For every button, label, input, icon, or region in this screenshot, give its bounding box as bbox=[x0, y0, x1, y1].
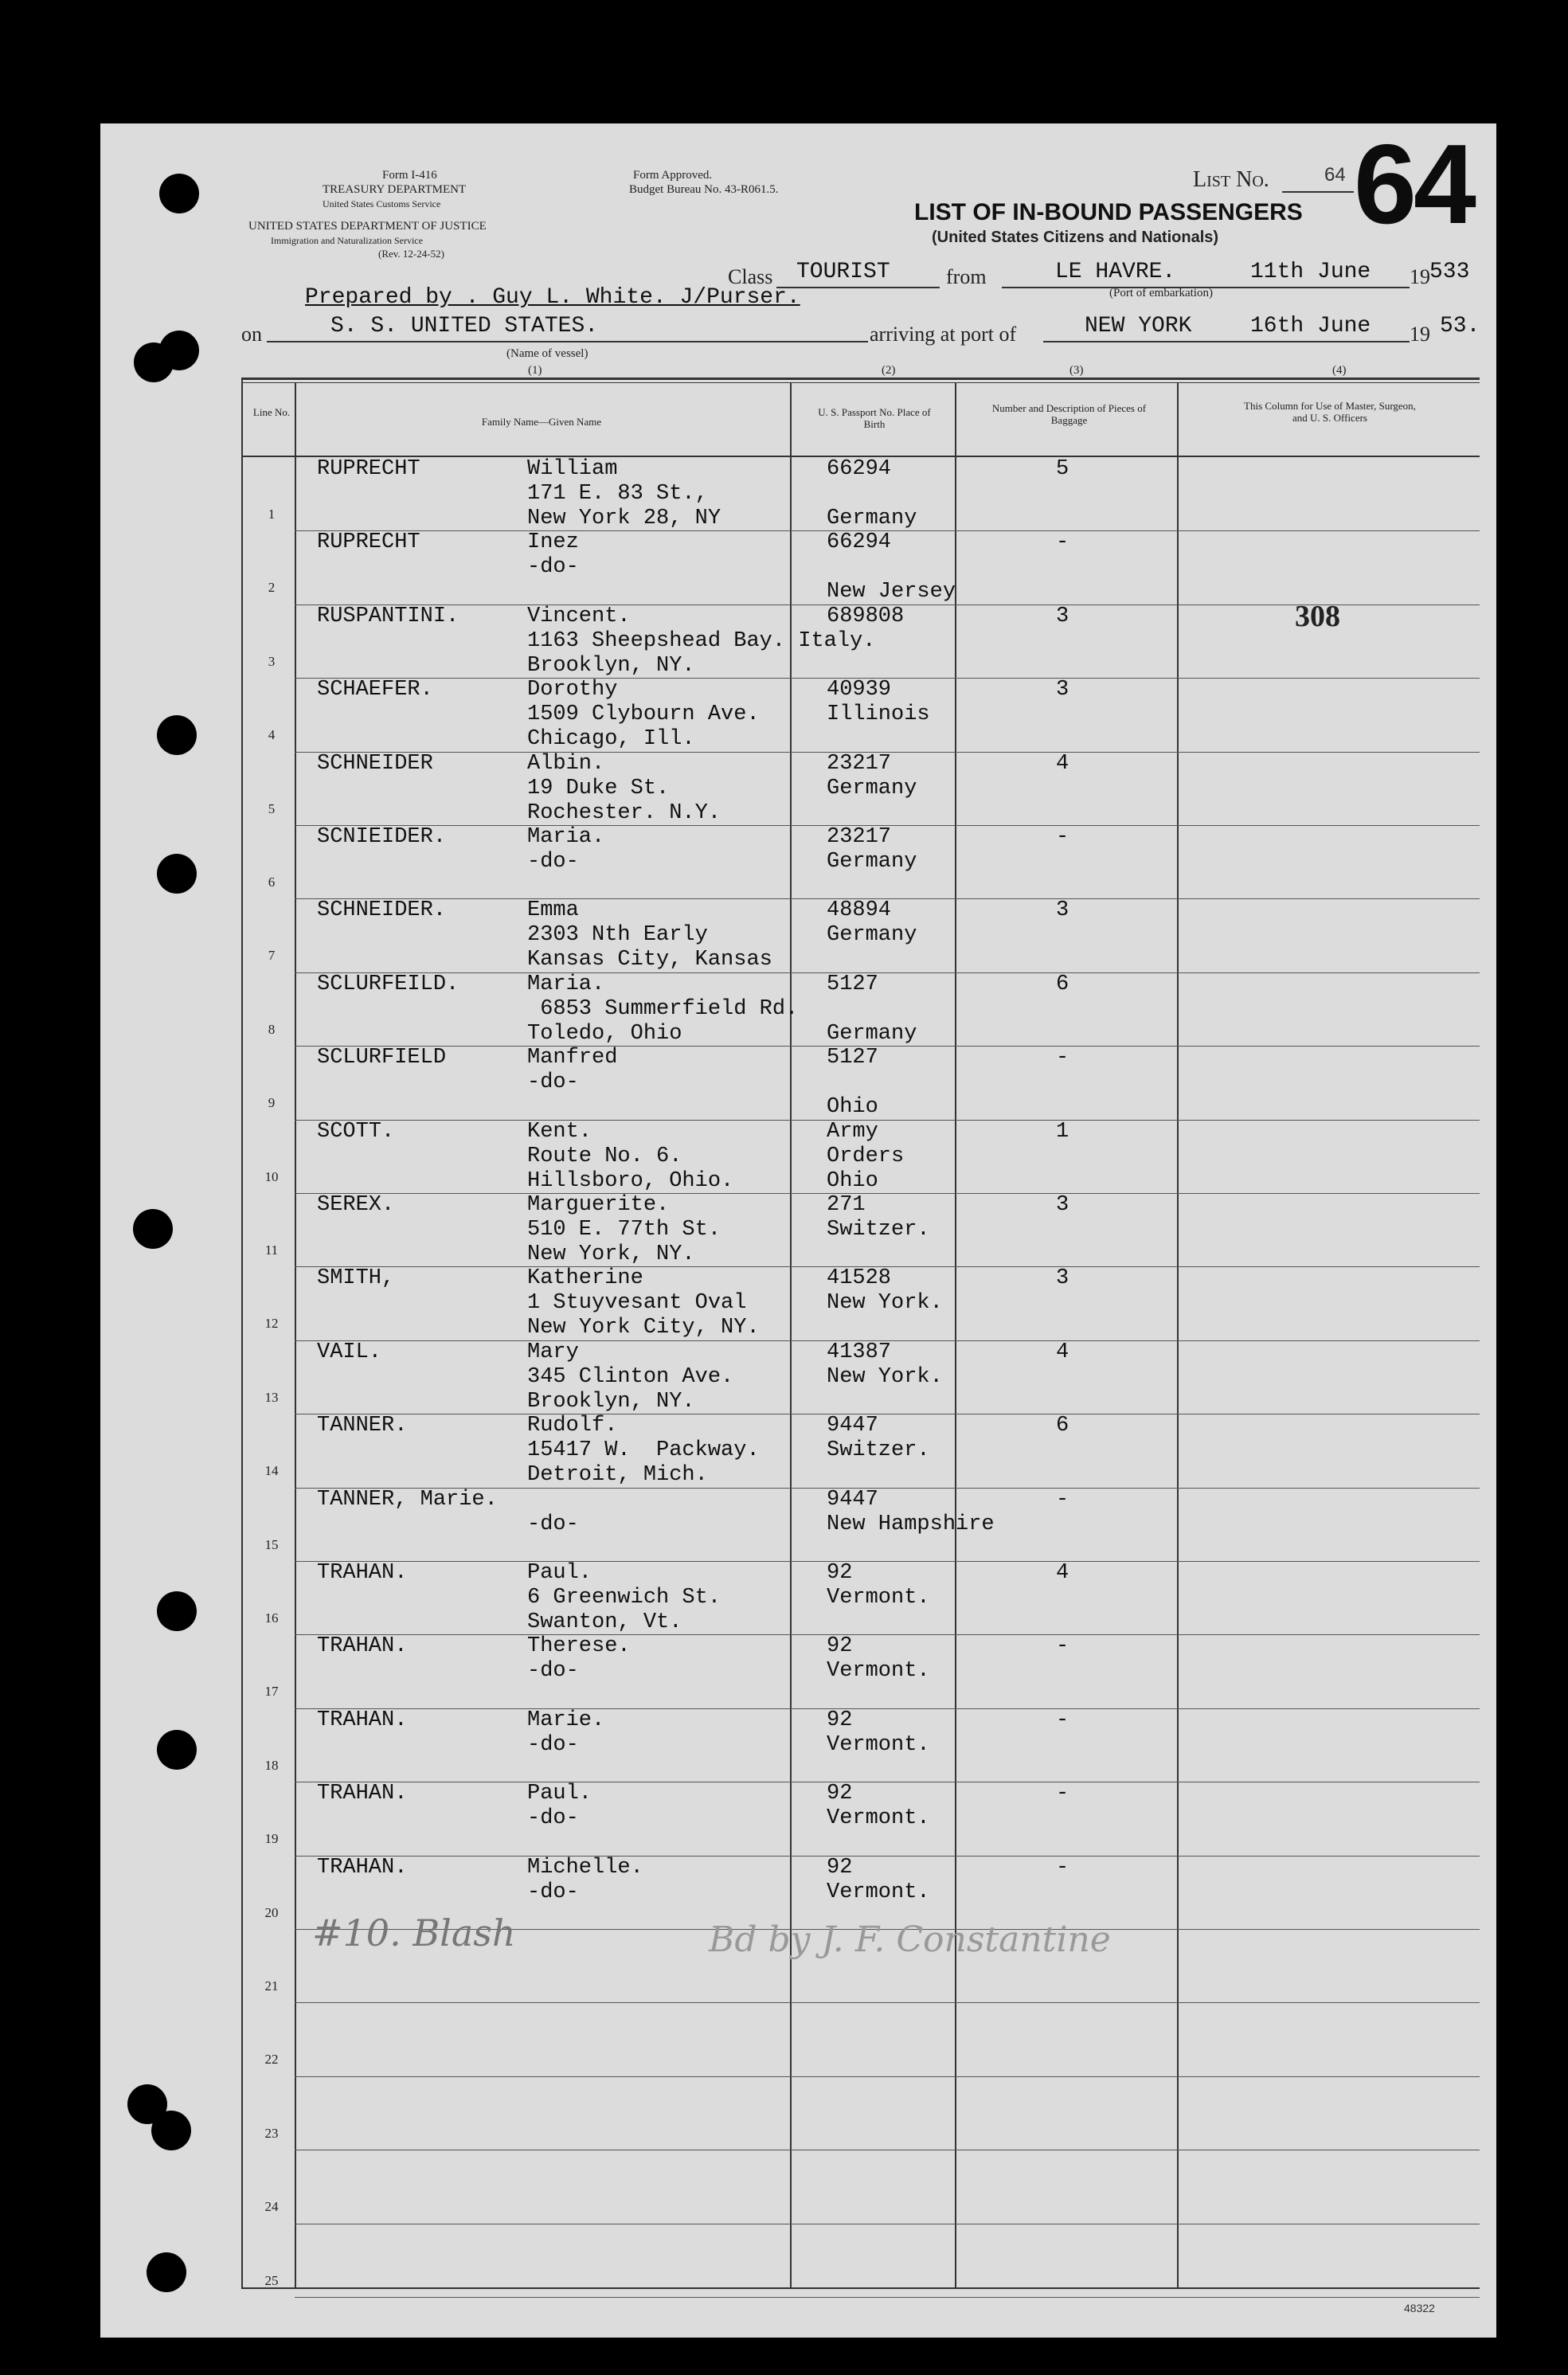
binder-hole bbox=[159, 331, 199, 370]
port-embark-caption: (Port of embarkation) bbox=[1109, 287, 1213, 299]
binder-hole bbox=[159, 174, 199, 213]
family-name: TRAHAN. bbox=[317, 1708, 408, 1732]
family-name: VAIL. bbox=[317, 1340, 382, 1364]
list-no-small: 64 bbox=[1324, 164, 1346, 186]
vessel-underline bbox=[267, 341, 868, 342]
line-number: 14 bbox=[264, 1463, 279, 1478]
line-number: 2 bbox=[268, 580, 276, 595]
binder-hole bbox=[157, 1730, 197, 1770]
line-number: 3 bbox=[268, 654, 276, 669]
year-prefix-2: 19 bbox=[1410, 323, 1430, 346]
arrival-year: 53. bbox=[1440, 314, 1480, 338]
baggage-count: 3 bbox=[1056, 678, 1069, 702]
list-no-underline bbox=[1282, 191, 1354, 193]
passport-birthplace: 40939 Illinois bbox=[827, 678, 930, 726]
passport-birthplace: 92 Vermont. bbox=[827, 1782, 930, 1830]
header-baggage: Number and Description of Pieces of Baggage bbox=[991, 402, 1147, 426]
class-label: Class bbox=[728, 265, 773, 288]
line-number: 10 bbox=[264, 1169, 279, 1184]
given-name-address: Maria. -do- bbox=[527, 825, 605, 874]
embark-port: LE HAVRE. bbox=[1055, 260, 1176, 284]
line-number: 4 bbox=[268, 727, 276, 742]
line-number: 9 bbox=[268, 1095, 276, 1110]
given-name-address: Paul. -do- bbox=[527, 1782, 592, 1830]
line-number: 6 bbox=[268, 874, 276, 890]
line-number: 5 bbox=[268, 801, 276, 816]
family-name: SCHNEIDER bbox=[317, 752, 433, 776]
given-name-address: Dorothy 1509 Clybourn Ave. Chicago, Ill. bbox=[527, 678, 760, 751]
header-passport: U. S. Passport No. Place of Birth bbox=[818, 406, 931, 430]
header-line-no: Line No. bbox=[252, 406, 291, 418]
given-name-address: Marguerite. 510 E. 77th St. New York, NY. bbox=[527, 1193, 721, 1266]
passport-birthplace: 9447 Switzer. bbox=[827, 1414, 930, 1462]
vessel-caption: (Name of vessel) bbox=[506, 347, 588, 360]
binder-hole bbox=[133, 1209, 173, 1249]
passport-birthplace: 41528 New York. bbox=[827, 1266, 943, 1315]
line-number: 24 bbox=[264, 2199, 279, 2214]
family-name: SMITH, bbox=[317, 1266, 395, 1290]
line-number: 13 bbox=[264, 1390, 279, 1405]
passport-birthplace: 92 Vermont. bbox=[827, 1561, 930, 1610]
family-name: SCLURFIELD bbox=[317, 1046, 447, 1070]
table-bottom-rule bbox=[241, 2287, 1480, 2289]
baggage-count: - bbox=[1056, 825, 1069, 849]
given-name-address: Michelle. -do- bbox=[527, 1856, 643, 1904]
justice-dept: UNITED STATES DEPARTMENT OF JUSTICE bbox=[248, 220, 487, 233]
family-name: SEREX. bbox=[317, 1193, 395, 1217]
line-number: 19 bbox=[264, 1831, 279, 1846]
given-name-address: Maria. 6853 Summerfield Rd. Toledo, Ohio bbox=[527, 972, 799, 1046]
family-name: TANNER, Marie. bbox=[317, 1488, 498, 1512]
family-name: RUSPANTINI. bbox=[317, 605, 459, 628]
baggage-count: - bbox=[1056, 530, 1069, 554]
line-number: 16 bbox=[264, 1610, 279, 1626]
family-name: TRAHAN. bbox=[317, 1561, 408, 1585]
binder-hole bbox=[157, 1591, 197, 1631]
passport-birthplace: 41387 New York. bbox=[827, 1340, 943, 1389]
on-label: on bbox=[241, 323, 262, 346]
baggage-count: 3 bbox=[1056, 605, 1069, 628]
officer-note: 308 bbox=[1295, 600, 1340, 633]
family-name: SCHAEFER. bbox=[317, 678, 433, 702]
baggage-count: 6 bbox=[1056, 1414, 1069, 1438]
passport-birthplace: 92 Vermont. bbox=[827, 1708, 930, 1757]
given-name-address: Marie. -do- bbox=[527, 1708, 605, 1757]
passport-birthplace: 66294 New Jersey bbox=[827, 530, 956, 604]
row-rule bbox=[295, 2002, 1480, 2003]
embark-year: 533 bbox=[1429, 260, 1470, 284]
given-name-address: Paul. 6 Greenwich St. Swanton, Vt. bbox=[527, 1561, 721, 1634]
binder-hole bbox=[147, 2252, 186, 2292]
from-label: from bbox=[946, 265, 987, 288]
family-name: SCNIEIDER. bbox=[317, 825, 447, 849]
handwritten-signature: Bd by J. F. Constantine bbox=[709, 1919, 1111, 1960]
given-name-address: Manfred -do- bbox=[527, 1046, 618, 1094]
budget-bureau: Budget Bureau No. 43-R061.5. bbox=[629, 183, 779, 196]
line-number: 8 bbox=[268, 1022, 276, 1037]
family-name: RUPRECHT bbox=[317, 530, 420, 554]
line-number: 20 bbox=[264, 1905, 279, 1920]
baggage-count: 4 bbox=[1056, 1340, 1069, 1364]
col-num-4: (4) bbox=[1332, 364, 1347, 377]
line-number: 1 bbox=[268, 507, 276, 522]
form-number: Form I-416 bbox=[382, 169, 437, 182]
line-number: 21 bbox=[264, 1978, 279, 1994]
baggage-count: 5 bbox=[1056, 457, 1069, 481]
line-number: 11 bbox=[264, 1242, 279, 1258]
family-name: TRAHAN. bbox=[317, 1856, 408, 1880]
given-name-address: Katherine 1 Stuyvesant Oval New York City, NY. bbox=[527, 1266, 760, 1340]
passport-birthplace: 271 Switzer. bbox=[827, 1193, 930, 1242]
family-name: SCHNEIDER. bbox=[317, 898, 447, 922]
family-name: TRAHAN. bbox=[317, 1634, 408, 1658]
baggage-count: - bbox=[1056, 1782, 1069, 1806]
treasury-dept: TREASURY DEPARTMENT bbox=[323, 183, 467, 196]
class-value: TOURIST bbox=[796, 260, 890, 284]
baggage-count: 4 bbox=[1056, 752, 1069, 776]
revision: (Rev. 12-24-52) bbox=[378, 248, 444, 260]
list-no-big: 64 bbox=[1354, 121, 1473, 248]
baggage-count: 3 bbox=[1056, 1193, 1069, 1217]
baggage-count: - bbox=[1056, 1634, 1069, 1658]
family-name: RUPRECHT bbox=[317, 457, 420, 481]
family-name: SCLURFEILD. bbox=[317, 972, 459, 996]
class-underline bbox=[776, 287, 940, 288]
ins-service: Immigration and Naturalization Service bbox=[271, 235, 423, 246]
line-number: 15 bbox=[264, 1537, 279, 1552]
customs-service: United States Customs Service bbox=[323, 198, 441, 209]
baggage-count: - bbox=[1056, 1856, 1069, 1880]
baggage-count: 3 bbox=[1056, 1266, 1069, 1290]
given-name-address: Mary 345 Clinton Ave. Brooklyn, NY. bbox=[527, 1340, 734, 1414]
given-name-address: William 171 E. 83 St., New York 28, NY bbox=[527, 457, 721, 530]
document-number: 48322 bbox=[1404, 2302, 1435, 2314]
col-num-3: (3) bbox=[1069, 364, 1084, 377]
row-rule bbox=[295, 2297, 1480, 2298]
arrival-underline bbox=[1043, 341, 1410, 342]
line-number: 12 bbox=[264, 1316, 279, 1331]
line-number: 23 bbox=[264, 2126, 279, 2141]
baggage-count: - bbox=[1056, 1046, 1069, 1070]
passport-birthplace: 23217 Germany bbox=[827, 752, 917, 800]
table-left-rule bbox=[241, 378, 243, 2289]
baggage-count: - bbox=[1056, 1488, 1069, 1512]
list-no-label: List No. bbox=[1193, 167, 1269, 192]
table-top-rule-2 bbox=[241, 382, 1480, 383]
arriving-label: arriving at port of bbox=[870, 323, 1017, 346]
family-name: SCOTT. bbox=[317, 1120, 395, 1144]
passport-birthplace: 92 Vermont. bbox=[827, 1856, 930, 1904]
passport-birthplace: 48894 Germany bbox=[827, 898, 917, 947]
binder-hole bbox=[151, 2111, 191, 2150]
arrival-port: NEW YORK bbox=[1085, 314, 1192, 338]
given-name-address: Vincent. 1163 Sheepshead Bay. Italy. Brooklyn, NY. bbox=[527, 605, 876, 678]
col-num-1: (1) bbox=[528, 364, 542, 377]
passport-birthplace: 9447 New Hampshire bbox=[827, 1488, 995, 1536]
table-top-rule bbox=[241, 378, 1480, 380]
arrival-date: 16th June bbox=[1250, 314, 1371, 338]
row-rule bbox=[295, 2076, 1480, 2077]
given-name-address: -do- bbox=[527, 1512, 579, 1536]
line-number: 7 bbox=[268, 948, 276, 963]
given-name-address: Albin. 19 Duke St. Rochester. N.Y. bbox=[527, 752, 721, 825]
page-subtitle: (United States Citizens and Nationals) bbox=[932, 229, 1219, 246]
given-name-address: Therese. -do- bbox=[527, 1634, 631, 1683]
passport-birthplace: 23217 Germany bbox=[827, 825, 917, 874]
page-title: LIST OF IN-BOUND PASSENGERS bbox=[914, 199, 1303, 225]
binder-hole bbox=[157, 854, 197, 894]
year-prefix-1: 19 bbox=[1410, 265, 1430, 288]
line-number: 22 bbox=[264, 2052, 279, 2067]
header-name: Family Name—Given Name bbox=[481, 416, 602, 428]
given-name-address: Rudolf. 15417 W. Packway. Detroit, Mich. bbox=[527, 1414, 760, 1487]
given-name-address: Emma 2303 Nth Early Kansas City, Kansas bbox=[527, 898, 772, 972]
line-number: 25 bbox=[264, 2273, 279, 2288]
passport-birthplace: 689808 bbox=[827, 605, 905, 628]
prepared-by: Prepared by . Guy L. White. J/Purser. bbox=[305, 285, 800, 310]
passport-birthplace: Army Orders Ohio bbox=[827, 1120, 905, 1193]
passport-birthplace: 92 Vermont. bbox=[827, 1634, 930, 1683]
passport-birthplace: 66294 Germany bbox=[827, 457, 917, 530]
family-name: TANNER. bbox=[317, 1414, 408, 1438]
baggage-count: 3 bbox=[1056, 898, 1069, 922]
baggage-count: 4 bbox=[1056, 1561, 1069, 1585]
binder-hole bbox=[157, 715, 197, 755]
vessel-name: S. S. UNITED STATES. bbox=[330, 314, 599, 338]
line-number: 18 bbox=[264, 1758, 279, 1773]
passport-birthplace: 5127 Germany bbox=[827, 972, 917, 1046]
baggage-count: - bbox=[1056, 1708, 1069, 1732]
passport-birthplace: 5127 Ohio bbox=[827, 1046, 878, 1119]
col-num-2: (2) bbox=[882, 364, 896, 377]
given-name-address: Inez -do- bbox=[527, 530, 579, 579]
form-approved: Form Approved. bbox=[633, 169, 713, 182]
embark-date: 11th June bbox=[1250, 260, 1371, 284]
header-officers: This Column for Use of Master, Surgeon, and U. S. Officers bbox=[1244, 400, 1416, 424]
baggage-count: 1 bbox=[1056, 1120, 1069, 1144]
line-number: 17 bbox=[264, 1684, 279, 1699]
handwritten-note: #10. Blash bbox=[312, 1911, 516, 1954]
given-name-address: Kent. Route No. 6. Hillsboro, Ohio. bbox=[527, 1120, 734, 1193]
family-name: TRAHAN. bbox=[317, 1782, 408, 1806]
baggage-count: 6 bbox=[1056, 972, 1069, 996]
